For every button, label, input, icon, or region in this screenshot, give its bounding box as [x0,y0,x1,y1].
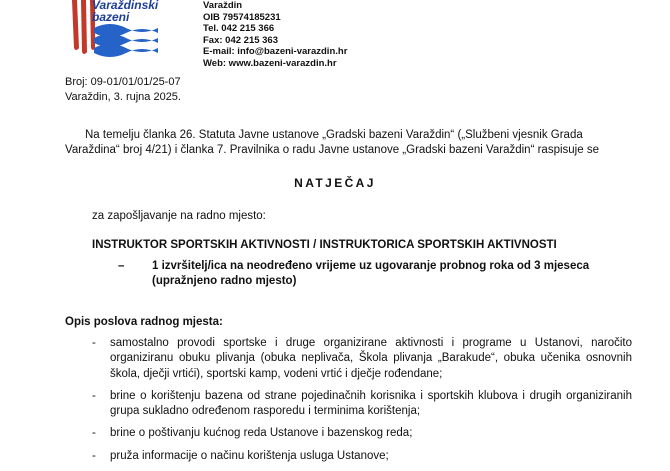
duties-list [92,336,632,471]
contact-fax: Fax: 042 215 363 [203,34,279,46]
logo-text: Varaždinski bazeni [92,0,159,24]
list-item [92,449,632,464]
duty-text: brine o poštivanju kućnog reda Ustanove i bazenskog reda; [110,427,413,440]
position-detail: 1 izvršitelj/ica na neodređeno vrijeme uz ugovaranje probnog roka od 3 mjeseca (upražnjeno radno mjesto) [152,260,590,287]
document-meta [65,75,181,105]
list-item [92,389,632,420]
dash-symbol: – [118,260,125,272]
list-item [92,336,632,382]
list-item [92,426,632,441]
contact-oib: OIB 79574185231 [203,11,281,23]
bullet-symbol: - [92,337,96,349]
contact-tel: Tel. 042 215 366 [203,23,275,35]
intro-paragraph: Na temelju članka 26. Statuta Javne ustanove „Gradski bazeni Varaždin“ („Službeni vjesnik Grada Varaždina“ broj 4/21) i članka 7. Pravilnika o radu Javne ustanove „Gradski bazeni Varaždin“ raspisuje se [65,129,599,157]
document-heading: NATJEČAJ [294,176,376,190]
bullet-symbol: - [92,427,96,440]
duty-text: samostalno provodi sportske i druge organizirane aktivnosti i programe u Ustanovi, naročito organiziranu obuku plivanja (obuka neplivača, Škola plivanja „Barakude“, obuka učenika osnovnih škola, dječji vrtići), sportski kamp, vodeni vrtić i dječje rođendane; [110,337,632,380]
position-title: INSTRUKTOR SPORTSKIH AKTIVNOSTI / INSTRUKTORICA SPORTSKIH AKTIVNOSTI [92,239,557,251]
place-date: Varaždin, 3. rujna 2025. [65,91,181,103]
reference-number: Broj: 09-01/01/01/25-07 [65,76,181,88]
duty-text: pruža informacije o načinu korištenja usluga Ustanove; [110,449,389,462]
duty-text: brine o korištenju bazena od strane pojedinačnih korisnika i sportskih klubova i drugih organiziranih grupa sukladno određenom rasporedu i terminima korištenja; [110,389,632,418]
contact-city: Varaždin [203,0,243,11]
position-detail-row [118,259,638,289]
section-title: Opis poslova radnog mjesta: [65,316,223,328]
contact-web[interactable]: Web: www.bazeni-varazdin.hr [203,57,337,69]
document-subheading: za zapošljavanje na radno mjesto: [92,210,266,222]
bullet-symbol: - [92,389,96,402]
contact-email[interactable]: E-mail: info@bazeni-varazdin.hr [203,46,348,58]
bullet-symbol: - [92,449,96,462]
contact-block [203,0,347,70]
